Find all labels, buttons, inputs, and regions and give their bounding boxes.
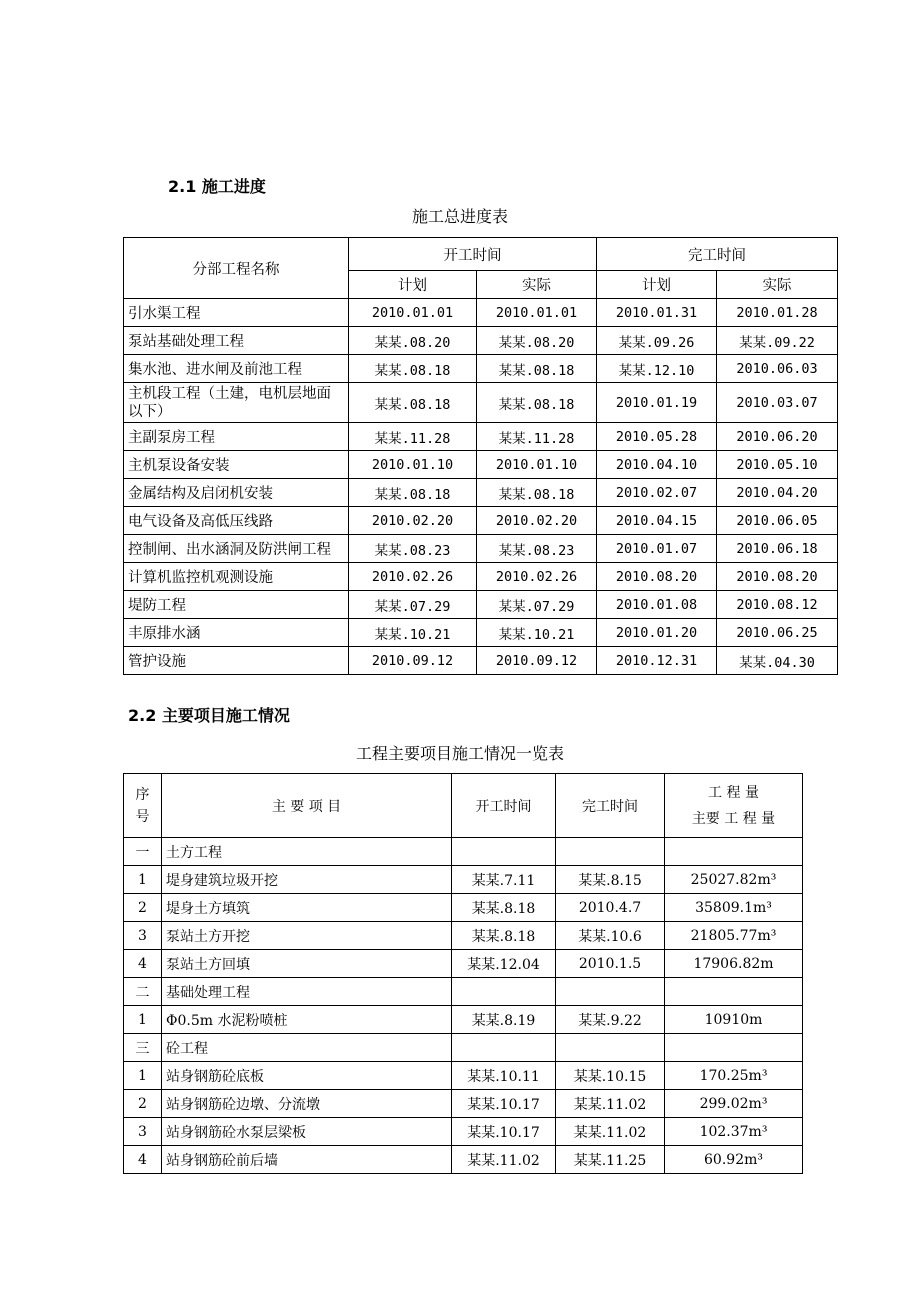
cell-item: 站身钢筋砼边墩、分流墩 <box>162 1090 452 1118</box>
header-finish-plan: 计划 <box>597 271 717 299</box>
cell-finish: 某某.9.22 <box>556 1006 665 1034</box>
cell-finish-actual: 2010.08.20 <box>717 563 838 591</box>
item-row <box>124 838 803 866</box>
section-heading-progress: 2.1 施工进度 <box>168 177 266 196</box>
cell-finish-actual: 2010.06.05 <box>717 507 838 535</box>
header-name: 分部工程名称 <box>124 238 349 299</box>
cell-finish-actual: 2010.03.07 <box>717 383 838 423</box>
cell-start-plan: 某某.11.28 <box>349 423 477 451</box>
item-row <box>124 866 803 894</box>
cell-qty <box>665 978 803 1006</box>
cell-start-actual: 某某.10.21 <box>477 619 597 647</box>
cell-seq: 1 <box>124 1062 162 1090</box>
cell-qty: 25027.82m³ <box>665 866 803 894</box>
cell-qty: 299.02m³ <box>665 1090 803 1118</box>
cell-start-plan: 2010.01.10 <box>349 451 477 479</box>
schedule-row <box>124 383 838 423</box>
cell-finish: 某某.11.02 <box>556 1090 665 1118</box>
cell-name: 丰原排水涵 <box>124 619 349 647</box>
cell-name: 管护设施 <box>124 647 349 675</box>
cell-start: 某某.8.19 <box>452 1006 556 1034</box>
section-heading-main-items: 2.2 主要项目施工情况 <box>128 706 290 725</box>
cell-name: 主机段工程（土建，电机层地面以下） <box>124 383 349 423</box>
cell-finish: 2010.4.7 <box>556 894 665 922</box>
schedule-row <box>124 479 838 507</box>
cell-finish-plan: 2010.02.07 <box>597 479 717 507</box>
cell-finish-actual: 某某.09.22 <box>717 327 838 355</box>
cell-item: 站身钢筋砼前后墙 <box>162 1146 452 1174</box>
schedule-row <box>124 563 838 591</box>
cell-item: 砼工程 <box>162 1034 452 1062</box>
cell-finish-actual: 2010.06.20 <box>717 423 838 451</box>
cell-start-actual: 某某.08.18 <box>477 355 597 383</box>
cell-finish-plan: 2010.12.31 <box>597 647 717 675</box>
table-caption-main-items: 工程主要项目施工情况一览表 <box>355 744 564 763</box>
cell-seq: 2 <box>124 1090 162 1118</box>
cell-start: 某某.10.17 <box>452 1118 556 1146</box>
cell-finish-actual: 2010.04.20 <box>717 479 838 507</box>
cell-start <box>452 1034 556 1062</box>
cell-qty: 21805.77m³ <box>665 922 803 950</box>
cell-finish-actual: 2010.01.28 <box>717 299 838 327</box>
cell-finish <box>556 978 665 1006</box>
cell-start-plan: 2010.09.12 <box>349 647 477 675</box>
header-item: 主 要 项 目 <box>162 774 452 838</box>
schedule-table <box>123 237 838 675</box>
cell-start-actual: 2010.02.20 <box>477 507 597 535</box>
cell-seq: 1 <box>124 866 162 894</box>
header-start-time: 开工时间 <box>452 774 556 838</box>
schedule-row <box>124 355 838 383</box>
cell-finish-plan: 2010.04.10 <box>597 451 717 479</box>
cell-finish <box>556 838 665 866</box>
cell-finish-plan: 2010.01.20 <box>597 619 717 647</box>
header-start-actual: 实际 <box>477 271 597 299</box>
cell-finish: 2010.1.5 <box>556 950 665 978</box>
cell-start-plan: 2010.01.01 <box>349 299 477 327</box>
cell-finish-plan: 2010.01.08 <box>597 591 717 619</box>
cell-start-plan: 2010.02.26 <box>349 563 477 591</box>
schedule-row <box>124 507 838 535</box>
cell-finish-actual: 2010.08.12 <box>717 591 838 619</box>
cell-start-actual: 2010.09.12 <box>477 647 597 675</box>
schedule-row <box>124 423 838 451</box>
cell-start: 某某.12.04 <box>452 950 556 978</box>
cell-start-plan: 某某.08.18 <box>349 479 477 507</box>
cell-start-plan: 某某.10.21 <box>349 619 477 647</box>
cell-seq: 三 <box>124 1034 162 1062</box>
item-row <box>124 922 803 950</box>
cell-finish: 某某.8.15 <box>556 866 665 894</box>
cell-finish-actual: 2010.06.18 <box>717 535 838 563</box>
cell-name: 堤防工程 <box>124 591 349 619</box>
cell-seq: 3 <box>124 1118 162 1146</box>
cell-item: 站身钢筋砼底板 <box>162 1062 452 1090</box>
cell-qty: 10910m <box>665 1006 803 1034</box>
cell-start <box>452 838 556 866</box>
cell-item: 堤身土方填筑 <box>162 894 452 922</box>
cell-name: 集水池、进水闸及前池工程 <box>124 355 349 383</box>
cell-start: 某某.8.18 <box>452 894 556 922</box>
cell-start-actual: 2010.01.01 <box>477 299 597 327</box>
header-finish-time: 完工时间 <box>556 774 665 838</box>
cell-start-actual: 2010.01.10 <box>477 451 597 479</box>
item-row <box>124 1090 803 1118</box>
cell-finish-plan: 2010.04.15 <box>597 507 717 535</box>
cell-seq: 4 <box>124 1146 162 1174</box>
cell-finish: 某某.10.6 <box>556 922 665 950</box>
schedule-row <box>124 591 838 619</box>
cell-item: 泵站土方回填 <box>162 950 452 978</box>
cell-seq: 2 <box>124 894 162 922</box>
cell-finish: 某某.11.02 <box>556 1118 665 1146</box>
item-row <box>124 894 803 922</box>
header-start: 开工时间 <box>349 238 597 271</box>
item-row <box>124 1146 803 1174</box>
cell-start-actual: 某某.11.28 <box>477 423 597 451</box>
item-row <box>124 950 803 978</box>
item-row <box>124 1062 803 1090</box>
table-caption-schedule: 施工总进度表 <box>411 207 508 226</box>
item-row <box>124 1034 803 1062</box>
cell-qty: 17906.82m <box>665 950 803 978</box>
cell-qty: 170.25m³ <box>665 1062 803 1090</box>
schedule-row <box>124 647 838 675</box>
cell-seq: 1 <box>124 1006 162 1034</box>
cell-finish-actual: 2010.06.03 <box>717 355 838 383</box>
main-items-table <box>123 773 803 1174</box>
cell-finish-actual: 某某.04.30 <box>717 647 838 675</box>
cell-start-actual: 2010.02.26 <box>477 563 597 591</box>
cell-start: 某某.8.18 <box>452 922 556 950</box>
cell-start-plan: 某某.07.29 <box>349 591 477 619</box>
cell-seq: 一 <box>124 838 162 866</box>
cell-start-plan: 某某.08.18 <box>349 355 477 383</box>
cell-name: 引水渠工程 <box>124 299 349 327</box>
cell-seq: 二 <box>124 978 162 1006</box>
cell-start: 某某.7.11 <box>452 866 556 894</box>
cell-qty <box>665 838 803 866</box>
cell-seq: 3 <box>124 922 162 950</box>
header-finish-actual: 实际 <box>717 271 838 299</box>
cell-qty: 102.37m³ <box>665 1118 803 1146</box>
item-row <box>124 1118 803 1146</box>
header-finish: 完工时间 <box>597 238 838 271</box>
cell-finish-plan: 某某.09.26 <box>597 327 717 355</box>
cell-finish-plan: 2010.01.07 <box>597 535 717 563</box>
schedule-row <box>124 535 838 563</box>
cell-name: 金属结构及启闭机安装 <box>124 479 349 507</box>
cell-finish-actual: 2010.05.10 <box>717 451 838 479</box>
cell-qty: 60.92m³ <box>665 1146 803 1174</box>
item-row <box>124 1006 803 1034</box>
cell-item: 基础处理工程 <box>162 978 452 1006</box>
cell-finish-actual: 2010.06.25 <box>717 619 838 647</box>
cell-start: 某某.10.11 <box>452 1062 556 1090</box>
cell-qty: 35809.1m³ <box>665 894 803 922</box>
cell-start: 某某.10.17 <box>452 1090 556 1118</box>
cell-item: 站身钢筋砼水泵层梁板 <box>162 1118 452 1146</box>
cell-item: 土方工程 <box>162 838 452 866</box>
cell-item: 堤身建筑垃圾开挖 <box>162 866 452 894</box>
schedule-row <box>124 327 838 355</box>
header-quantity <box>665 774 803 838</box>
cell-finish <box>556 1034 665 1062</box>
cell-qty <box>665 1034 803 1062</box>
cell-start-actual: 某某.08.23 <box>477 535 597 563</box>
cell-finish-plan: 2010.05.28 <box>597 423 717 451</box>
cell-start-plan: 某某.08.18 <box>349 383 477 423</box>
cell-start-actual: 某某.08.18 <box>477 479 597 507</box>
header-quantity-line2: 主要 工 程 量 <box>691 810 776 827</box>
cell-finish: 某某.10.15 <box>556 1062 665 1090</box>
schedule-row <box>124 451 838 479</box>
schedule-row <box>124 619 838 647</box>
header-seq: 序号 <box>124 774 162 838</box>
cell-name: 计算机监控机观测设施 <box>124 563 349 591</box>
cell-start-plan: 某某.08.20 <box>349 327 477 355</box>
cell-start <box>452 978 556 1006</box>
cell-finish-plan: 某某.12.10 <box>597 355 717 383</box>
item-row <box>124 978 803 1006</box>
cell-name: 主副泵房工程 <box>124 423 349 451</box>
cell-start: 某某.11.02 <box>452 1146 556 1174</box>
cell-name: 控制闸、出水涵洞及防洪闸工程 <box>124 535 349 563</box>
cell-finish: 某某.11.25 <box>556 1146 665 1174</box>
schedule-row <box>124 299 838 327</box>
cell-start-plan: 2010.02.20 <box>349 507 477 535</box>
cell-finish-plan: 2010.01.19 <box>597 383 717 423</box>
cell-name: 泵站基础处理工程 <box>124 327 349 355</box>
cell-start-plan: 某某.08.23 <box>349 535 477 563</box>
header-quantity-line1: 工 程 量 <box>708 784 759 801</box>
header-start-plan: 计划 <box>349 271 477 299</box>
cell-start-actual: 某某.07.29 <box>477 591 597 619</box>
cell-name: 电气设备及高低压线路 <box>124 507 349 535</box>
cell-start-actual: 某某.08.18 <box>477 383 597 423</box>
cell-finish-plan: 2010.01.31 <box>597 299 717 327</box>
cell-item: 泵站土方开挖 <box>162 922 452 950</box>
cell-item: Φ0.5m 水泥粉喷桩 <box>162 1006 452 1034</box>
cell-finish-plan: 2010.08.20 <box>597 563 717 591</box>
cell-seq: 4 <box>124 950 162 978</box>
cell-start-actual: 某某.08.20 <box>477 327 597 355</box>
cell-name: 主机泵设备安装 <box>124 451 349 479</box>
